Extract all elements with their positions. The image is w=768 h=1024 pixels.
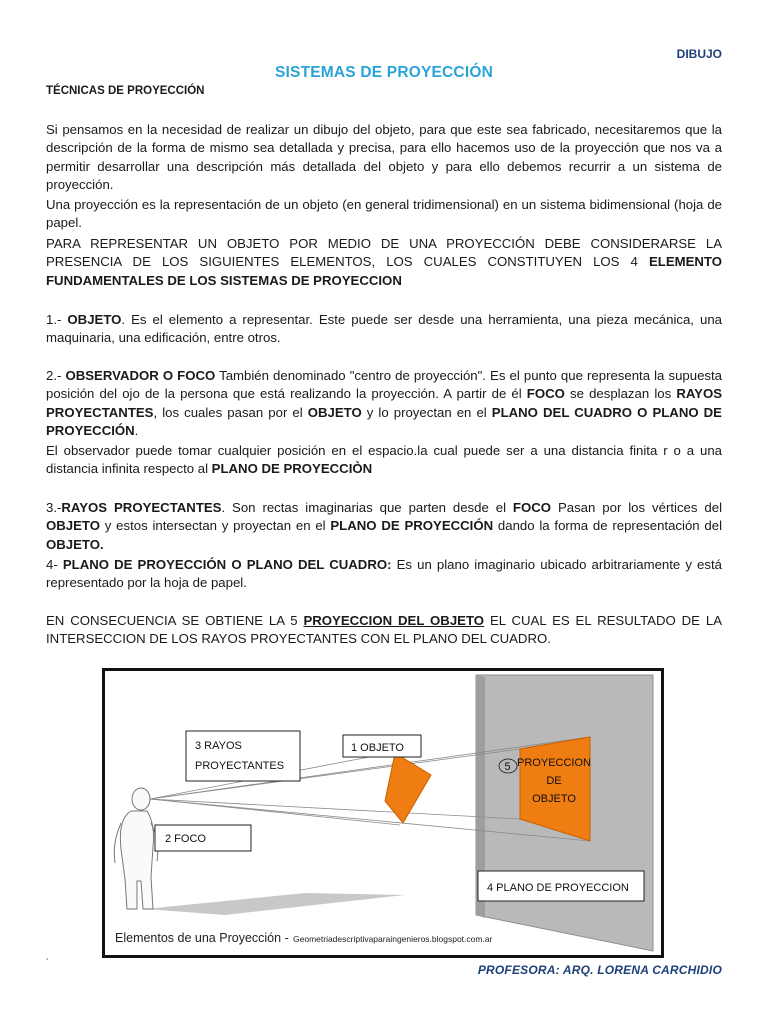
paragraph-conclusion [46,612,722,649]
header-subject: DIBUJO [676,47,722,61]
page-title: SISTEMAS DE PROYECCIÓN [275,64,493,81]
paragraph-plano [46,556,722,593]
label-foco: 2 FOCO [165,833,206,845]
text: Es un plano imaginario ubicado arbitrariamente y está representado por la hoja de papel. [46,557,722,591]
footer-teacher: PROFESORA: ARQ. LORENA CARCHIDIO [477,963,722,977]
paragraph-definition: Una proyección es la representación de un objeto (en general tridimensional) en un sistema bidimensional (hoja de papel. [46,197,722,231]
page-mark: ´ [46,958,50,969]
label-rayos-line1: 3 RAYOS [195,740,242,752]
text: y lo proyectan en el [361,404,492,420]
text-bold: PLANO DE PROYECCIÓN [330,518,494,534]
paragraph-observador [46,442,722,479]
text-bold: RAYOS PROYECTANTES [61,500,222,515]
text: También denominado "centro de proyección". Es el punto que representa la supuesta posición del ojo de la persona que está realizando la proyección. A partir de él [46,368,722,402]
text: Pasan por los vértices del [551,500,722,515]
label-rayos-box [186,731,300,781]
label-objeto: 1 OBJETO [351,742,404,754]
text-bold: OBJETO [67,312,122,327]
text-bold: OBJETO [307,404,362,420]
text: PARA REPRESENTAR UN OBJETO POR MEDIO DE UNA PROYECCIÓN DEBE CONSIDERARSE LA PRESENCIA DE LOS SIGUIENTES ELEMENTOS, LOS CUALES CONSTITUYEN LOS 4 [46,236,722,270]
text: 4- [46,557,63,572]
text-bold-underlined: PROYECCION DEL OBJETO [303,613,485,628]
section-subtitle: TÉCNICAS DE PROYECCIÓN [46,85,205,97]
text-bold: OBJETO [46,518,100,534]
text: El observador puede tomar cualquier posición en el espacio.la cual puede ser a una distancia finita r o a una distancia infinita respecto al [46,443,722,477]
observer-figure [114,788,158,909]
paragraph-intro: Si pensamos en la necesidad de realizar un dibujo del objeto, para que este sea fabricado, necesitaremos que la descripción de la forma de mismo sea detallada y precisa, para ello hacemos uso de la proyección que nos va a permitir desarrollar una descripción más detallada del objeto y para ello debemos recurrir a un sistema de proyección. [46,122,722,193]
text-bold: FOCO [512,500,552,515]
text: 1.- [46,312,68,327]
text-bold: PLANO DE PROYECCIÓN O PLANO DEL CUADRO: [62,557,392,572]
object-shape [385,753,431,823]
label-proyeccion-line1: PROYECCION [517,757,591,769]
text: 2.- [46,368,66,383]
text: EN CONSECUENCIA SE OBTIENE LA 5 [46,613,304,628]
projection-diagram [105,671,661,955]
label-rayos-line2: PROYECTANTES [195,760,285,772]
text: dando la forma de representación del [493,518,722,534]
text: , los cuales pasan por el [153,404,308,420]
label-proyeccion-number: 5 [504,761,511,773]
projection-figure [102,668,664,958]
text-bold: ELEMENTO FUNDAMENTALES DE LOS SISTEMAS DE PROYECCION [46,254,722,288]
text-bold: PLANO DE PROYECCIÒN [211,461,373,477]
paragraph-foco [46,367,722,441]
text: EL CUAL ES EL RESULTADO DE LA INTERSECCION DE LOS RAYOS PROYECTANTES CON EL PLANO DEL CUADRO. [46,613,722,647]
text: . Es el elemento a representar. Este puede ser desde una herramienta, una pieza mecánica, una maquinaria, una edificación, entre otros. [46,312,722,346]
text: 3.- [46,500,62,515]
label-objeto-box [343,735,421,757]
figure-caption: Elementos de una Proyección - [115,931,289,945]
text: y estos intersectan y proyectan en el [100,518,331,534]
label-plano: 4 PLANO DE PROYECCION [487,882,629,894]
paragraph-elements [46,235,722,290]
text-bold: RAYOS PROYECTANTES [46,386,722,420]
floor-shadow [145,893,405,915]
figure-caption-site: Geometriadescriptivaparaingenieros.blogspot.com.ar [293,934,493,944]
paragraph-objeto [46,311,722,348]
label-proyeccion-line2: DE [546,775,562,787]
text: se desplazan los [564,386,677,402]
label-foco-box [155,825,251,851]
label-plano-box [478,871,644,901]
text: . Son rectas imaginarias que parten desde el [221,500,513,515]
label-proyeccion-line3: OBJETO [532,793,576,805]
paragraph-rayos [46,499,722,554]
text-bold: OBSERVADOR O FOCO [65,368,216,383]
text-bold: FOCO [526,386,565,402]
text-bold: OBJETO. [46,536,104,552]
text: . [134,423,139,439]
text-bold: PLANO DEL CUADRO O PLANO DE PROYECCIÓN [46,404,722,439]
